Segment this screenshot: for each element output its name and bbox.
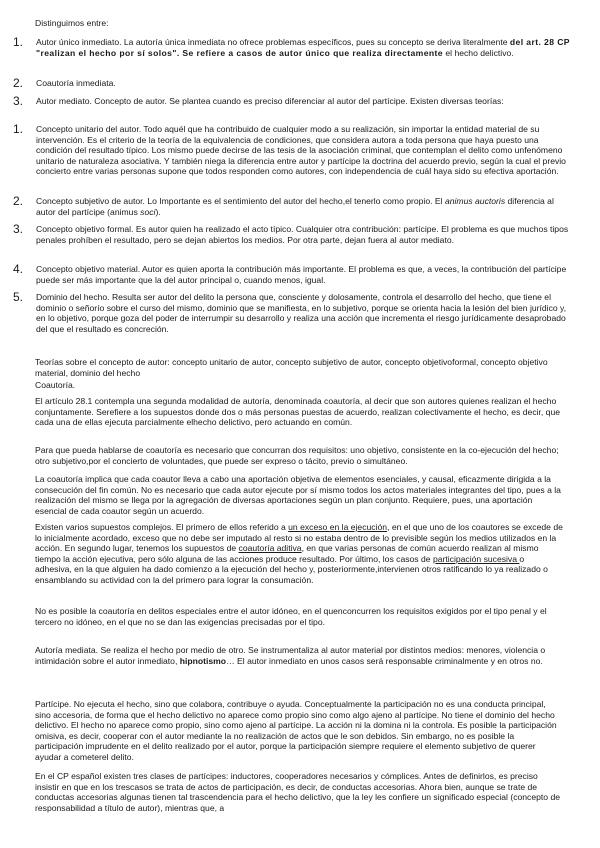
list-text: Concepto unitario del autor. Todo aquél que ha contribuido de cualquier modo a su realización, sin importar la entidad material de su intervención. Es el criterio de la teoría de la equivalencia de condiciones, que considera autora a toda persona que haya puesto una condición del resultado típico. Los mismo puede decirse de las tesis de la asociación criminal, que contemplan el delito como unfenómeno unitario de naturaleza asociativa. Y también niega la diferencia entre autor y partícipe la doctrina del acuerdo previo, según la cual el previo concierto entre varias personas supone que todos responden como autores, con independencia de cuál haya sido su efectiva aportación. — [36, 124, 566, 177]
list-text: Dominio del hecho. Resulta ser autor del delito la persona que, consciente y dolosamente, controla el desarrollo del hecho, que tiene el dominio o señorío sobre el curso del mismo, dominio que se manifiesta, en lo subjetivo, porque se orienta hacia la lesión del bien jurídico y, en lo objetivo, porque goza del poder de interrumpir su desarrollo y realiza una acción que incrementa el riesgo jurídicamente desaprobado del que el resultado es concreción. — [36, 292, 567, 334]
list-text: Autor único inmediato. La autoría única inmediata no ofrece problemas específicos, pues su concepto se deriva literalmente del art. 28 CP "realizan el hecho por sí solos". Se refiere a casos de autor único que realiza directamente el hecho delictivo. — [36, 37, 570, 58]
underlined-term: participación sucesiva — [432, 553, 520, 564]
list-text: Coautoría inmediata. — [36, 78, 116, 88]
theories-summary: Teorías sobre el concepto de autor: concepto unitario de autor, concepto subjetivo de autor, concepto objetivoformal, concepto objetivo material, dominio del hecho — [35, 357, 548, 378]
coautoria-paragraph-1: El artículo 28.1 contempla una segunda modalidad de autoría, denominada coautoría, al decir que son autores quienes realizan el hecho conjuntamente. Serefiere a los supuestos donde dos o más personas puestas de acuerdo, realizan colectivamente el hecho, es decir, que cada una de ellas ejecuta parcialmente elhecho delictivo, pero actuando en común. — [35, 396, 561, 428]
list-number: 4. — [13, 262, 24, 276]
list-number: 3. — [13, 222, 24, 236]
list-text: Autor mediato. Concepto de autor. Se plantea cuando es preciso diferenciar al autor del partícipe. Existen diversas teorías: — [36, 96, 504, 106]
underlined-term: un exceso en la ejecución — [288, 522, 388, 532]
coautoria-paragraph-3: La coautoría implica que cada coautor lleva a cabo una aportación objetiva de elementos esenciales, y causal, eficazmente dirigida a la consecución del fin común. No es necesario que cada autor ejecute por sí mismo todos los actos materiales integrantes del tipo, pues a la realización del mismo se llega por la agregación de diversas aportaciones según un plan conjunto. Requiere, pues, una aportación esencial de cada coautor según un acuerdo. — [35, 474, 561, 516]
intro-line: Distinguimos entre: — [35, 18, 109, 28]
list-text: Concepto objetivo formal. Es autor quien ha realizado el acto típico. Cualquier otra contribución: partícipe. El problema es que muchos tipos penales prohíben el resultado, pero se dejan abiertos los medios. Por otra parte, dejan fuera al autor mediato. — [36, 224, 569, 245]
list-text: Concepto subjetivo de autor. Lo Importante es el sentimiento del autor del hecho,el tenerlo como propio. El animus auctoris diferencia al autor del partícipe (animus soci). — [36, 196, 554, 217]
autoria-mediata-paragraph: Autoría mediata. Se realiza el hecho por medio de otro. Se instrumentaliza al autor material por distintos medios: menores, violencia o intimidación sobre el autor inmediato, hipnotismo… El autor inmediato en unos casos será responsable criminalmente y en otros no. — [35, 645, 546, 666]
coautoria-paragraph-2: Para que pueda hablarse de coautoría es necesario que concurran dos requisitos: uno objetivo, consistente en la co-ejecución del hecho; otro subjetivo,por el concierto de voluntades, que puede ser expreso o tácito, previo o simultáneo. — [35, 445, 559, 466]
list-number: 2. — [13, 76, 24, 90]
underlined-term: coautoría aditiva — [238, 543, 302, 554]
coautoria-paragraph-4: Existen varios supuestos complejos. El primero de ellos referido a un exceso en la ejecución, en el que uno de los coautores se excede de lo inicialmente acordado, exceso que no debe ser imputado al resto si no estaba dentro de lo previsible según los medios utilizados en la acción. En segundo lugar, tenemos los supuestos de coautoría aditiva, en que varias personas de común acuerdo realizan al mismo tiempo la acción ejecutiva, pero sólo alguna de las acciones produce resultado. Por último, los casos de participación sucesiva o adhesiva, en la que alguien ha dado comienzo a la ejecución del hecho y, posteriormente,intervienen otros ratificando lo ya realizado o ensamblando su actividad con la del primero para lograr la consumación. — [35, 522, 563, 585]
list-number: 2. — [13, 194, 24, 208]
participe-paragraph-2: En el CP español existen tres clases de partícipes: inductores, cooperadores necesarios y cómplices. Antes de definirlos, es preciso insistir en que en los trescasos se trata de actos de participación, es decir, de conductas accesorias. Ahora bien, aunque se trate de conductas accesorias algunas tienen tal trascendencia para el hecho delictivo, que la ley les confiere un significado especial (concepto de responsabilidad a título de autor), mientras que, a — [35, 771, 561, 813]
list-number: 1. — [13, 35, 24, 49]
participe-paragraph-1: Partícipe. No ejecuta el hecho, sino que colabora, contribuye o ayuda. Conceptualmente la participación no es una conducta principal, sino accesoria, de forma que el hecho delictivo no aparece como propio sino como algo ajeno al partícipe. No tiene el dominio del hecho delictivo. El hecho no aparece como propio, sino como ajeno al partícipe. La acción ni la domina ni la controla. Es posible la participación omisiva, es decir, cooperar con el autor mediante la no realización de actos que le son debidos. Sin embargo, no es posible la participación imprudente en el delito realizado por el autor, porque la participación siempre requiere el elemento subjetivo de querer ayudar a cometerel delito. — [35, 699, 557, 762]
list-text: Concepto objetivo material. Autor es quien aporta la contribución más importante. El problema es que, a veces, la contribución del partícipe puede ser más importante que la del autor principal o, cuando menos, igual. — [36, 264, 567, 285]
list-number: 5. — [13, 290, 24, 304]
coautoria-paragraph-5: No es posible la coautoría en delitos especiales entre el autor idóneo, en el quenconcurren los requisitos exigidos por el tipo penal y el tercero no idóneo, en el que no se dan las exigencias precisadas por el tipo. — [35, 606, 547, 627]
list-number: 1. — [13, 122, 24, 136]
list-number: 3. — [13, 94, 24, 108]
section-title-coautoria: Coautoría. — [35, 380, 76, 390]
